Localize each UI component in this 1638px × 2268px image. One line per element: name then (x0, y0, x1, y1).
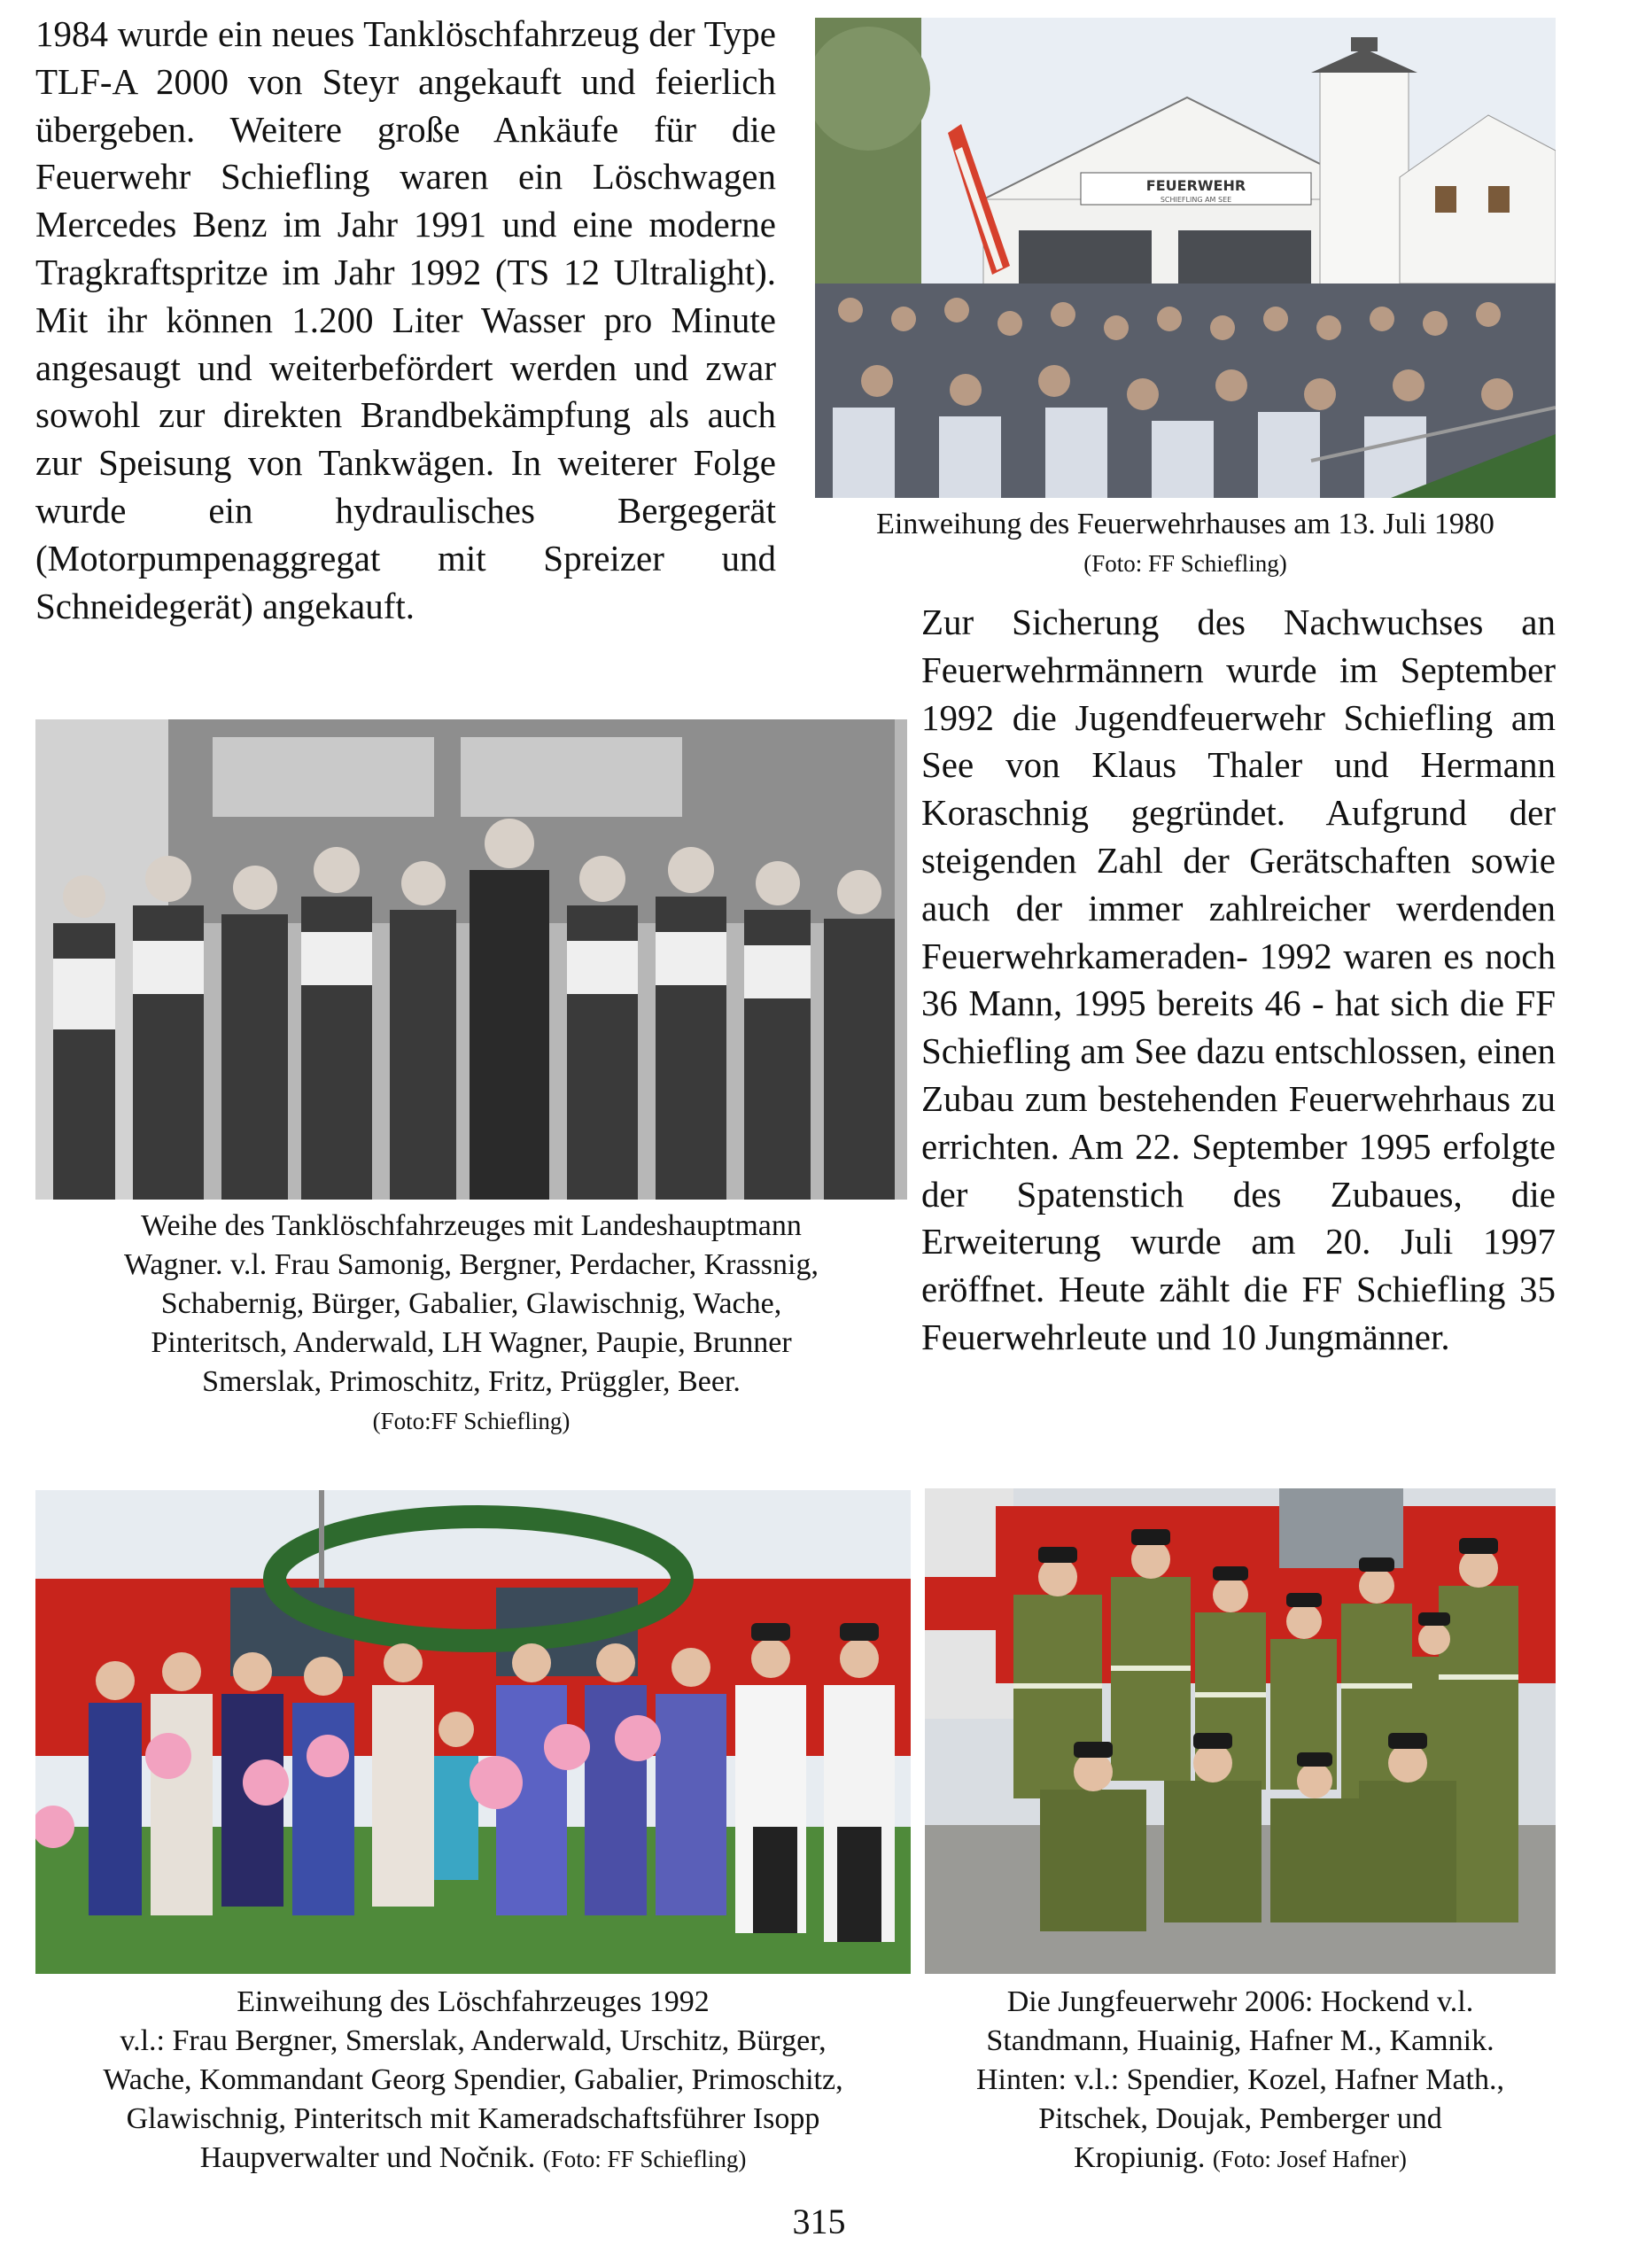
sign-subtext: SCHIEFLING AM SEE (1160, 196, 1232, 204)
caption-youth-line-3: Hinten: v.l.: Spendier, Kozel, Hafner Math., (976, 2063, 1504, 2096)
caption-fire-station-credit: (Foto: FF Schiefling) (1083, 550, 1287, 577)
caption-vehicle-line-1: Einweihung des Löschfahrzeuges 1992 (237, 1985, 710, 2018)
caption-youth-line-4: Pitschek, Doujak, Pemberger und (1038, 2102, 1442, 2135)
caption-tank-line-1: Weihe des Tanklöschfahrzeuges mit Landeshauptmann (141, 1209, 802, 1242)
caption-youth-credit: (Foto: Josef Hafner) (1212, 2146, 1407, 2172)
caption-tank-line-5: Smerslak, Primoschitz, Fritz, Prüggler, Beer. (202, 1365, 741, 1398)
photo-group-tank-vehicle-blessing (35, 719, 907, 1200)
caption-vehicle-line-5: Haupverwalter und Nočnik. (199, 2141, 536, 2174)
caption-extinguishing-vehicle (35, 1983, 911, 2179)
caption-tank-line-3: Schabernig, Bürger, Gabalier, Glawischnig, Wache, (160, 1287, 782, 1320)
page-number: 315 (792, 2202, 846, 2241)
caption-vehicle-line-2: v.l.: Frau Bergner, Smerslak, Anderwald, Urschitz, Bürger, (120, 2024, 827, 2057)
article-text-left: 1984 wurde ein neues Tanklöschfahrzeug der Type TLF-A 2000 von Steyr angekauft und feierlich übergeben. Weitere große Ankäufe für die Feuerwehr Schiefling waren ein Löschwagen Mercedes Benz im Jahr 1991 und eine moderne Tragkraftspritze im Jahr 1992 (TS 12 Ultralight). Mit ihr können 1.200 Liter Wasser pro Minute angesaugt und weiterbefördert werden und zwar sowohl zur direkten Brandbekämpfung als auch zur Speisung von Tankwägen. In weiterer Folge wurde ein hydraulisches Bergegerät (Motorpumpenaggregat mit Spreizer und Schneidegerät) angekauft. (35, 13, 776, 626)
caption-vehicle-credit: (Foto: FF Schiefling) (542, 2146, 747, 2172)
caption-tank-line-4: Pinteritsch, Anderwald, LH Wagner, Paupie, Brunner (151, 1326, 792, 1359)
caption-youth-line-1: Die Jungfeuerwehr 2006: Hockend v.l. (1006, 1985, 1474, 2018)
caption-youth-line-2: Standmann, Huainig, Hafner M., Kamnik. (986, 2024, 1494, 2057)
caption-tank-vehicle-blessing (35, 1207, 907, 1441)
caption-youth-fire-brigade (925, 1983, 1556, 2179)
caption-vehicle-line-4: Glawischnig, Pinteritsch mit Kameradschaftsführer Isopp (126, 2102, 820, 2135)
caption-tank-line-2: Wagner. v.l. Frau Samonig, Bergner, Perdacher, Krassnig, (124, 1248, 819, 1281)
caption-youth-line-5: Kropiunig. (1074, 2141, 1206, 2174)
caption-vehicle-line-3: Wache, Kommandant Georg Spendier, Gabalier, Primoschitz, (103, 2063, 843, 2096)
article-text-right: Zur Sicherung des Nachwuchses an Feuerwehrmännern wurde im September 1992 die Jugendfeuerwehr Schiefling am See von Klaus Thaler und Hermann Koraschnig gegründet. Aufgrund der steigenden Zahl der Gerätschaften sowie auch der immer zahlreicher werdenden Feuerwehrkameraden- 1992 waren es noch 36 Mann, 1995 bereits 46 - hat sich die FF Schiefling am See dazu entschlossen, einen Zubau zum bestehenden Feuerwehrhaus zu errichten. Am 22. September 1995 erfolgte der Spatenstich des Zubaues, die Erweiterung wurde am 20. Juli 1997 eröffnet. Heute zählt die FF Schiefling 35 Feuerwehrleute und 10 Jungmänner. (921, 602, 1556, 1357)
caption-tank-credit: (Foto:FF Schiefling) (372, 1408, 571, 1434)
photo-youth-fire-brigade-2006 (925, 1488, 1556, 1974)
sign-text: FEUERWEHR (1145, 177, 1246, 194)
photo-extinguishing-vehicle-1992 (35, 1490, 911, 1974)
caption-fire-station (815, 505, 1556, 583)
photo-fire-station-inauguration (815, 18, 1556, 498)
caption-fire-station-title: Einweihung des Feuerwehrhauses am 13. Juli 1980 (876, 508, 1494, 540)
